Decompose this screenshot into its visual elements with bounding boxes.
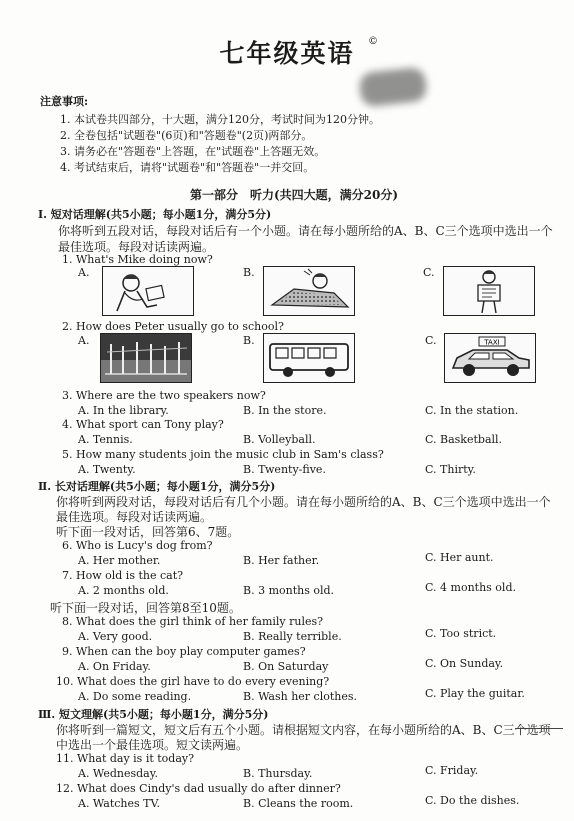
option-b: B. Volleyball.	[243, 433, 316, 446]
section-heading: Ⅱ. 长对话理解(共5小题；每小题1分，满分5分)	[38, 480, 276, 493]
option-c: C. On Sunday.	[425, 657, 504, 670]
question-stem: 12. What does Cindy's dad usually do after dinner?	[56, 782, 341, 795]
option-letter: C.	[425, 334, 437, 347]
option-b: B. Thursday.	[243, 767, 313, 780]
bus-picture	[263, 333, 355, 383]
dialogue-lead: 听下面一段对话，回答第6、7题。	[56, 525, 240, 539]
option-c: C. Play the guitar.	[425, 687, 525, 700]
option-c: C. Friday.	[425, 764, 479, 777]
option-a: A. 2 months old.	[78, 584, 169, 597]
question-stem: 7. How old is the cat?	[62, 569, 184, 582]
option-a: A. Twenty.	[78, 463, 136, 476]
option-c: C. In the station.	[425, 404, 519, 417]
note-item: 3. 请务必在"答题卷"上答题，在"试题卷"上答题无效。	[60, 145, 326, 158]
section-instructions: 最佳选项。每段对话读两遍。	[56, 510, 213, 524]
subway-station-picture	[100, 333, 192, 383]
section-instructions: 你将听到一篇短文，短文后有五个小题。请根据短文内容，在每小题所给的A、B、C三个选项	[56, 723, 551, 737]
option-b: B. Wash her clothes.	[243, 690, 358, 703]
option-a: A. Her mother.	[78, 554, 161, 567]
option-letter: A.	[78, 266, 90, 279]
section-instructions: 中选出一个最佳选项。短文读两遍。	[56, 738, 249, 752]
option-c: C. Her aunt.	[425, 551, 494, 564]
section-instructions: 你将听到两段对话，每段对话后有几个小题。请在每小题所给的A、B、C三个选项中选出一个	[56, 495, 551, 509]
boy-with-poster-picture	[443, 266, 535, 316]
pen-stroke	[515, 728, 563, 729]
question-stem: 9. When can the boy play computer games?	[62, 645, 306, 658]
question-stem: 10. What does the girl have to do every evening?	[56, 675, 330, 688]
sleeping-boy-picture	[263, 266, 355, 316]
section-instructions: 你将听到五段对话，每段对话后有一个小题。请在每小题所给的A、B、C三个选项中选出一个	[58, 224, 553, 238]
notes-heading: 注意事项:	[40, 95, 89, 108]
registered-mark: ©	[368, 36, 378, 47]
question-stem: 6. Who is Lucy's dog from?	[62, 539, 213, 552]
option-b: B. In the store.	[243, 404, 327, 417]
option-b: B. On Saturday	[243, 660, 329, 673]
page-title: 七年级英语	[219, 39, 355, 68]
note-item: 2. 全卷包括"试题卷"(6页)和"答题卷"(2页)两部分。	[60, 129, 313, 142]
question-stem: 11. What day is it today?	[56, 752, 195, 765]
section-heading: Ⅰ. 短对话理解(共5小题；每小题1分，满分5分)	[38, 208, 272, 221]
question-stem: 4. What sport can Tony play?	[62, 418, 224, 431]
option-b: B. 3 months old.	[243, 584, 335, 597]
option-c: C. Thirty.	[425, 463, 476, 476]
option-b: B. Really terrible.	[243, 630, 342, 643]
section-instructions: 最佳选项。每段对话读两遍。	[58, 240, 215, 254]
option-letter: B.	[243, 334, 255, 347]
question-stem: 5. How many students join the music club in Sam's class?	[62, 448, 384, 461]
option-a: A. Very good.	[78, 630, 153, 643]
option-letter: A.	[78, 334, 90, 347]
option-a: A. Watches TV.	[78, 797, 161, 810]
note-item: 4. 考试结束后，请将"试题卷"和"答题卷"一并交回。	[60, 161, 315, 174]
dialogue-lead: 听下面一段对话，回答第8至10题。	[50, 601, 241, 615]
note-item: 1. 本试卷共四部分，十大题，满分120分，考试时间为120分钟。	[60, 113, 380, 126]
option-c: C. 4 months old.	[425, 581, 516, 594]
taxi-picture	[444, 333, 536, 383]
option-a: A. Tennis.	[78, 433, 133, 446]
option-a: A. Do some reading.	[78, 690, 192, 703]
taxi-sign-text: TAXI	[484, 338, 500, 347]
option-letter: B.	[243, 266, 255, 279]
option-b: B. Cleans the room.	[243, 797, 354, 810]
question-stem: 2. How does Peter usually go to school?	[62, 320, 284, 333]
option-a: A. Wednesday.	[78, 767, 158, 780]
question-stem: 3. Where are the two speakers now?	[62, 389, 266, 402]
option-b: B. Her father.	[243, 554, 320, 567]
option-c: C. Do the dishes.	[425, 794, 520, 807]
option-letter: C.	[423, 266, 435, 279]
option-b: B. Twenty-five.	[243, 463, 326, 476]
question-stem: 1. What's Mike doing now?	[62, 253, 213, 266]
part-heading: 第一部分 听力(共四大题，满分20分)	[190, 188, 399, 202]
boy-with-book-picture	[102, 266, 194, 316]
section-heading: Ⅲ. 短文理解(共5小题；每小题1分，满分5分)	[38, 708, 269, 721]
option-a: A. In the library.	[78, 404, 169, 417]
option-c: C. Too strict.	[425, 627, 497, 640]
option-c: C. Basketball.	[425, 433, 503, 446]
ink-smudge	[358, 67, 427, 108]
option-a: A. On Friday.	[78, 660, 151, 673]
question-stem: 8. What does the girl think of her family rules?	[62, 615, 324, 628]
